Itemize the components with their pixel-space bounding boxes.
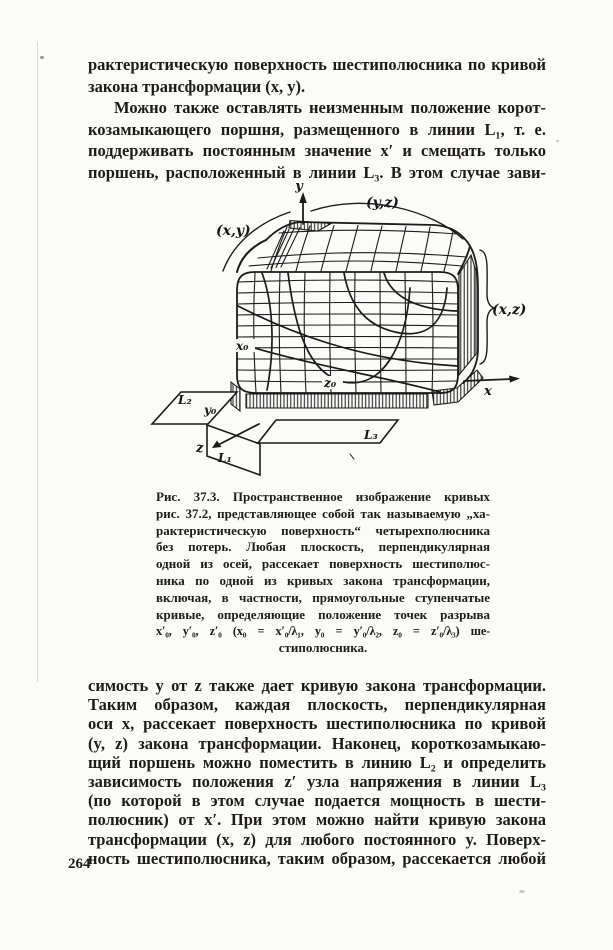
scan-edge-line <box>37 42 38 682</box>
paragraph-bottom <box>88 676 546 868</box>
text-line: трансформации (x, z) для любого постоянного y. Поверх- <box>88 829 546 849</box>
text-line: поршень, расположенный в линии L₃. В этом случае зави- <box>88 162 546 182</box>
caption-line: стиполюсника. <box>278 640 368 656</box>
plane-l3-label: L₃ <box>364 428 378 442</box>
text-line: Таким образом, каждая плоскость, перпендикулярная <box>88 695 546 715</box>
page-number: 264 <box>68 856 91 872</box>
z0-label: z₀ <box>324 376 337 390</box>
text-line: полюсник) от x′. При этом можно найти кривую закона <box>88 810 546 830</box>
caption-line: Рис. 37.3. Пространственное изображение кривых <box>156 489 490 504</box>
text-line: оси x, рассекает поверхность шестиполюсника по кривой <box>88 714 546 734</box>
text-line: козамыкающего поршня, размещенного в линии L₁, т. е. <box>88 119 546 139</box>
curve-xz-label: (x,z) <box>492 302 527 318</box>
text-line: (y, z) закона трансформации. Наконец, короткозамыкаю- <box>88 733 546 753</box>
text-line: поддерживать постоянным значение x′ и смещать только <box>88 141 546 160</box>
curve-xy-label: (x,y) <box>216 223 251 239</box>
caption-formula-line: x′₀, y′₀, z′₀ (x₀ = x′₀/λ₁, y₀ = y′₀/λ₂, z₀ = z′₀/λ₃) ше- <box>156 624 490 639</box>
curve-yz-label: (y,z) <box>366 195 399 211</box>
caption-line: кривые, определяющие положение точек разрыва <box>156 606 490 622</box>
text-line: зависимость положения z′ узла напряжения в линии L₃ <box>88 771 546 791</box>
text-line: щий поршень можно поместить в линию L₂ и определить <box>88 752 546 772</box>
x-axis-label: x <box>484 384 492 399</box>
x0-label: x₀ <box>236 339 249 353</box>
plane-l2-label: L₂ <box>178 393 192 407</box>
text-line: рактеристическую поверхность шестиполюсника по кривой <box>88 55 546 74</box>
caption-line: рактеристическую поверхность“ четырехполюсника <box>156 522 490 538</box>
caption-line: без потерь. Любая плоскость, перпендикулярная <box>156 539 490 555</box>
plane-l1-label: L₁ <box>218 451 232 465</box>
text-line: симость y от z также дает кривую закона трансформации. <box>88 676 546 695</box>
surface-mesh-top <box>249 226 467 272</box>
caption-line: рис. 37.2, представляющее собой так называемую „ха- <box>156 505 490 521</box>
plane-l2 <box>152 392 237 424</box>
scan-speck <box>40 56 44 59</box>
z-axis-label: z <box>196 441 204 456</box>
text-line: закона трансформации (x, y). <box>88 76 306 96</box>
caption-line: одной из осей, рассекает поверхность шестиполюс- <box>156 556 490 572</box>
xy-leader-line <box>223 212 290 271</box>
text-line: Можно также оставлять неизменным положение корот- <box>114 98 546 117</box>
paragraph-top <box>88 54 546 183</box>
y0-label: y₀ <box>204 403 217 417</box>
scan-speck <box>556 140 559 142</box>
text-line: ность шестиполюсника, таким образом, рассекается любой <box>88 848 546 868</box>
scan-speck <box>519 890 525 893</box>
figure-caption <box>156 489 490 657</box>
leader-lines <box>223 203 494 364</box>
text-line: (по которой в этом случае подается мощность в шести- <box>88 791 546 811</box>
caption-line: ника по одной из кривых закона трансформации, <box>156 572 490 588</box>
plane-l1 <box>207 425 260 475</box>
surface-mesh-front <box>237 272 458 393</box>
y-axis-label: y <box>295 179 303 194</box>
caption-line: включая, в частности, прямоугольные ступенчатые <box>156 589 490 605</box>
figure-37-3 <box>140 178 530 483</box>
